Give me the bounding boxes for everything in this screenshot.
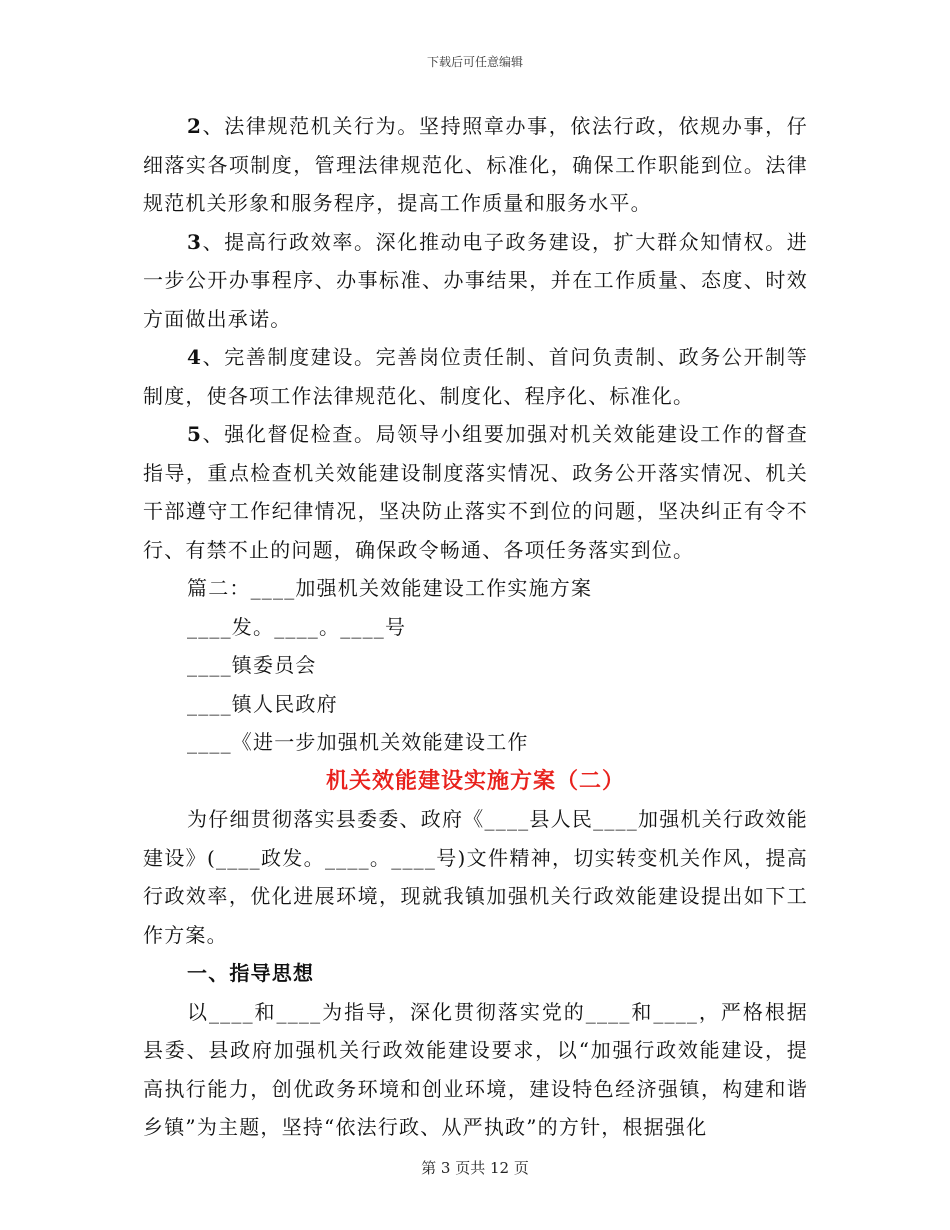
doc-line: ____镇委员会 bbox=[187, 653, 317, 677]
item-number: 4 bbox=[187, 345, 203, 369]
section-title: 机关效能建设实施方案（二） bbox=[325, 767, 625, 794]
doc-line: ____《进一步加强机关效能建设工作 bbox=[187, 730, 529, 754]
item-text: 、提高行政效率。深化推动电子政务建设，扩大群众知情权。进一步公开办事程序、办事标准、办事结果，并在工作质量、态度、时效方面做出承诺。 bbox=[143, 229, 808, 331]
list-item bbox=[143, 338, 808, 415]
item-number: 2 bbox=[187, 114, 203, 138]
item-number: 5 bbox=[187, 422, 203, 446]
list-item bbox=[143, 415, 808, 569]
item-text: 、法律规范机关行为。坚持照章办事，依法行政，依规办事，仔细落实各项制度，管理法律规范化、标准化，确保工作职能到位。法律规范机关形象和服务程序，提高工作质量和服务水平。 bbox=[143, 114, 808, 215]
list-item bbox=[143, 107, 808, 223]
item-text: 、完善制度建设。完善岗位责任制、首问负责制、政务公开制等制度，使各项工作法律规范化、制度化、程序化、标准化。 bbox=[143, 345, 808, 408]
section-paragraph: 以____和____为指导，深化贯彻落实党的____和____，严格根据县委、县政府加强机关行政效能建设要求，以“加强行政效能建设，提高执行能力，创优政务环境和创业环境，建设特色经济强镇，构建和谐乡镇”为主题，坚持“依法行政、从严执政”的方针，根据强化 bbox=[143, 999, 808, 1139]
item-text: 、强化督促检查。局领导小组要加强对机关效能建设工作的督查指导，重点检查机关效能建设制度落实情况、政务公开落实情况、机关干部遵守工作纪律情况，坚决防止落实不到位的问题，坚决纠正有令不行、有禁不止的问题，确保政令畅通、各项任务落实到位。 bbox=[143, 422, 808, 562]
intro-paragraph: 为仔细贯彻落实县委委、政府《____县人民____加强机关行政效能建设》(____政发。____。____号)文件精神，切实转变机关作风，提高行政效率，优化进展环境，现就我镇加强机关行政效能建设提出如下工作方案。 bbox=[143, 807, 808, 947]
doc-line: ____发。____。____号 bbox=[187, 614, 407, 639]
list-item bbox=[143, 223, 808, 339]
document-body bbox=[143, 107, 808, 1147]
section-heading: 一、指导思想 bbox=[187, 961, 315, 985]
doc-line: ____镇人民政府 bbox=[187, 691, 338, 716]
doc-line: 篇二：____加强机关效能建设工作实施方案 bbox=[187, 576, 593, 600]
page-footer: 第 3 页共 12 页 bbox=[421, 1159, 529, 1177]
page-header: 下载后可任意编辑 bbox=[426, 55, 523, 69]
item-number: 3 bbox=[187, 229, 203, 254]
